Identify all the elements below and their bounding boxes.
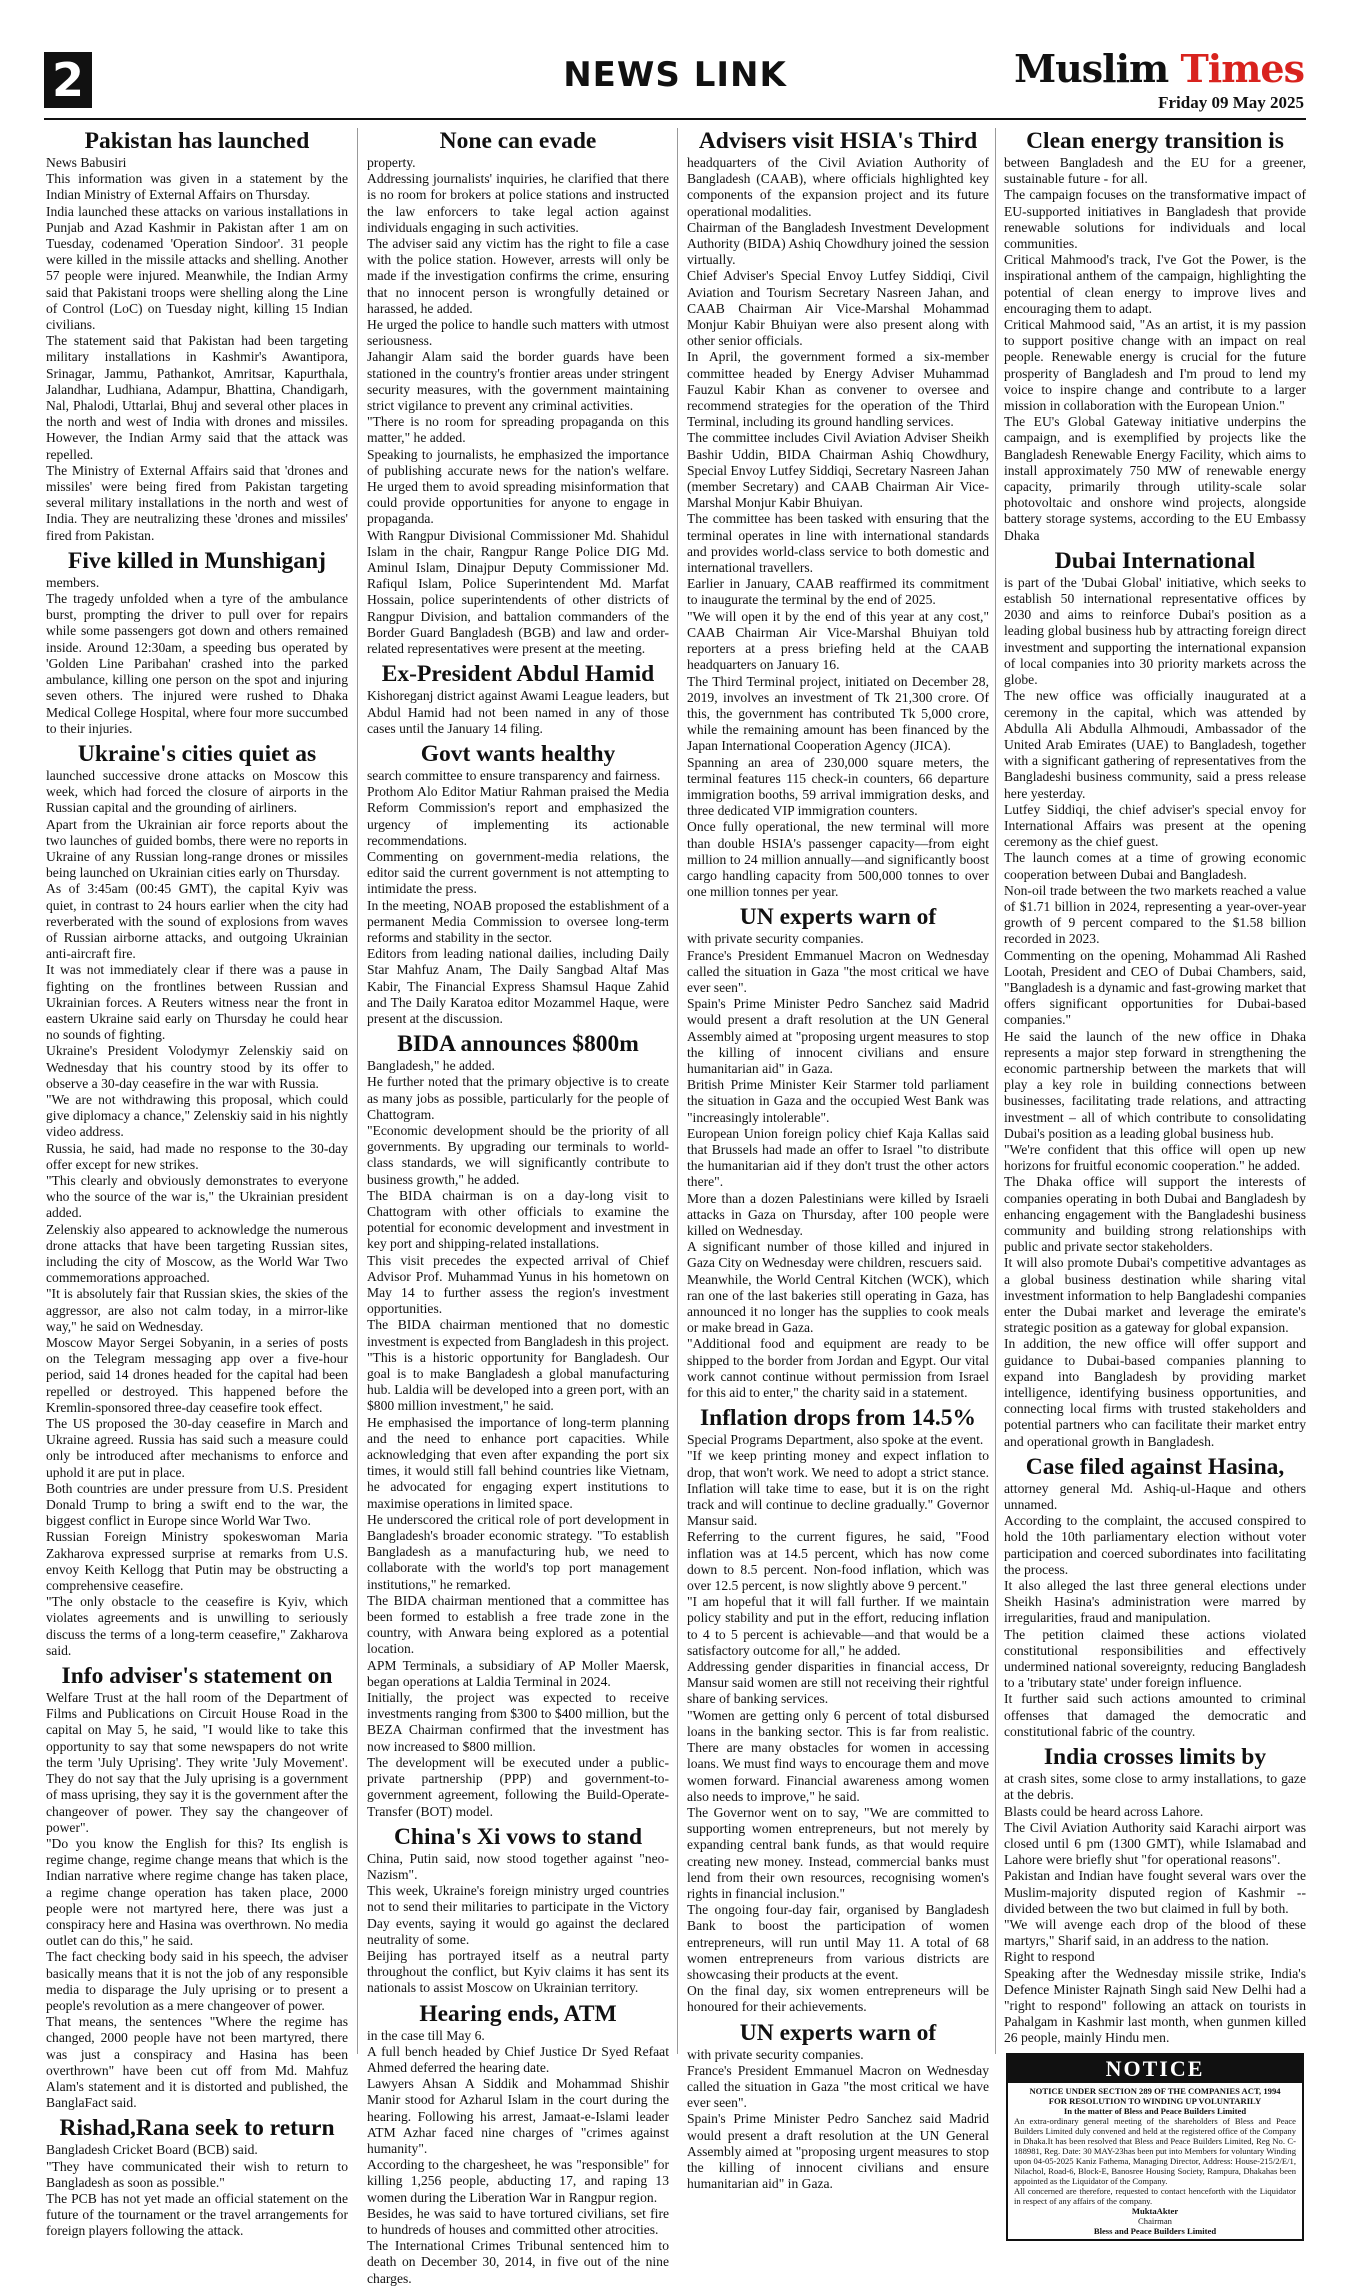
headline: Clean energy transition is — [1026, 128, 1284, 154]
headline: India crosses limits by — [1043, 1744, 1267, 1771]
article-body: in the case till May 6. A full bench headed by Chief Justice Dr Syed Refaat Ahmed deferred the hearing date. Lawyers Ahsan A Siddik and Mohammad Shishir Manir stood for Azharul Islam in the court during the hearing. Following his arrest, Jamaat-e-Islami leader ATM Azhar faced nine charges of "crimes against humanity". According to the chargesheet, he was "responsible" for killing 1,256 people, abducting 17, and raping 13 women during the Liberation War in Rangpur region. Besides, he was said to have tortured civilians, set fire to hundreds of houses and committed other atrocities. The International Crimes Tribunal sentenced him to death on December 30, 2014, in five out of the nine charges. — [367, 2027, 669, 2286]
notice-line: In the matter of Bless and Peace Builders Limited — [1063, 2105, 1247, 2116]
masthead-rule — [44, 118, 1306, 120]
column-1 — [46, 124, 349, 2239]
page-number: 2 — [44, 52, 92, 108]
headline: Inflation drops from 14.5% — [700, 1405, 976, 1432]
article-body: between Bangladesh and the EU for a greener, sustainable future - for all. The campaign focuses on the transformative impact of EU-supported initiatives in Bangladesh that provide renewable solutions for individuals and local communities. Critical Mahmood's track, I've Got the Power, is the inspirational anthem of the campaign, highlighting the potential of clean energy to improve lives and encouraging them to adapt. Critical Mahmood said, "As an artist, it is my passion to support positive change with an impact on real people. Renewable energy is crucial for the future prosperity of Bangladesh and I'm proud to lend my voice to inspire change and contribute to a larger mission in collaboration with the European Union." The EU's Global Gateway initiative underpins the campaign, and is exemplified by projects like the Bangladesh Renewable Energy Facility, which aims to install approximately 750 MW of renewable energy capacity, primarily through utility-scale solar photovoltaic and onshore wind projects, alongside battery storage systems, according to the EU Embassy Dhaka — [1004, 155, 1306, 543]
headline: Five killed in Munshiganj — [68, 547, 326, 574]
column-2 — [367, 124, 670, 2286]
logo-word-red: Times — [1180, 46, 1304, 91]
article-body: with private security companies. France's President Emmanuel Macron on Wednesday called the situation in Gaza "the most critical we have ever seen". Spain's Prime Minister Pedro Sanchez said Madrid would present a draft resolution at the UN General Assembly aimed at "proposing urgent measures to stop the killing of innocent civilians and ensure humanitarian aid" in Gaza. British Prime Minister Keir Starmer told parliament the situation in Gaza and the occupied West Bank was "increasingly intolerable". European Union foreign policy chief Kaja Kallas said that Brussels had made an offer to Israel "to distribute the humanitarian aid if they don't trust the other actors there". More than a dozen Palestinians were killed by Israeli attacks in Gaza on Thursday, after 100 people were killed on Wednesday. A significant number of those killed and injured in Gaza City on Wednesday were children, rescuers said. Meanwhile, the World Central Kitchen (WCK), which ran one of the last bakeries still operating in Gaza, has announced it no longer has the supplies to cook meals or make bread in Gaza. "Additional food and equipment are ready to be shipped to the border from Jordan and Egypt. Our vital work cannot continue without permission from Israel for this aid to enter," the charity said in a statement. — [687, 931, 989, 1401]
article-body: News Babusiri This information was given in a statement by the Indian Ministry of External Affairs on Thursday. India launched these attacks on various installations in Punjab and Azad Kashmir in Pakistan after 1 am on Tuesday, codenamed 'Operation Sindoor'. 31 people were killed in the missile attacks and shelling. Another 57 people were injured. Meanwhile, the Indian Army said that Pakistani troops were shelling along the Line of Control (LoC) on Tuesday night, killing 15 Indian civilians. The statement said that Pakistan had been targeting military installations in Kashmir's Awantipora, Srinagar, Jammu, Pathankot, Amritsar, Kapurthala, Jalandhar, Ludhiana, Adampur, Bhattina, Chandigarh, Nal, Phalodi, Uttarlai, Bhuj and several other places in the north and west of India with drones and missiles. However, the Indian Army said that the attack was repelled. The Ministry of External Affairs said that 'drones and missiles' were being fired from Pakistan targeting several military installations in the north and west of India. They are neutralizing these 'drones and missiles' fired from Pakistan. — [46, 155, 348, 543]
article-body: launched successive drone attacks on Moscow this week, which had forced the closure of airports in the Russian capital and the grounding of airliners. Apart from the Ukrainian air force reports about the two launches of guided bombs, there were no reports in Ukraine of any Russian long-range drones or missiles being launched on Ukrainian cities early on Thursday. As of 3:45am (00:45 GMT), the capital Kyiv was quiet, in contrast to 24 hours earlier when the city had reverberated with the sound of explosions from waves of Russian airborne attacks, and outgoing Ukrainian anti-aircraft fire. It was not immediately clear if there was a pause in fighting on the frontlines between Russian and Ukrainian forces. A Reuters witness near the front in eastern Ukraine said early on Thursday he could hear no sounds of fighting. Ukraine's President Volodymyr Zelenskiy said on Wednesday that his country stood by its offer to observe a 30-day ceasefire in the war with Russia. "We are not withdrawing this proposal, which could give diplomacy a chance," Zelenskiy said in his nightly video address. Russia, he said, had made no response to the 30-day offer except for new strikes. "This clearly and obviously demonstrates to everyone who the source of the war is," the Ukrainian president added. Zelenskiy also appeared to acknowledge the numerous drone attacks that have been targeting Russian sites, including the city of Moscow, as the World War Two commemorations approached. "It is absolutely fair that Russian skies, the skies of the aggressor, are also not calm today, in a mirror-like way," he said on Wednesday. Moscow Mayor Sergei Sobyanin, in a series of posts on the Telegram messaging app over a five-hour period, said 14 drones headed for the capital had been repelled or destroyed. This happened before the Kremlin-sponsored three-day ceasefire took effect. The US proposed the 30-day ceasefire in March and Ukraine agreed. Russia has said such a measure could only be introduced after mechanisms to enforce and uphold it are put in place. Both countries are under pressure from U.S. President Donald Trump to bring a swift end to the war, the biggest conflict in Europe since World War Two. Russian Foreign Ministry spokeswoman Maria Zakharova expressed surprise at remarks from U.S. envoy Keith Kellogg that Putin may be obstructing a comprehensive ceasefire. "The only obstacle to the ceasefire is Kyiv, which violates agreements and is unwilling to seriously discuss the terms of a long-term ceasefire," Zakharova said. — [46, 767, 349, 1658]
column-4 — [1004, 124, 1306, 2236]
column-3 — [687, 124, 989, 2192]
notice-signer-title: Chairman — [1138, 2215, 1172, 2226]
notice-line: NOTICE UNDER SECTION 289 OF THE COMPANIES ACT, 1994 — [1029, 2085, 1281, 2096]
masthead — [0, 0, 1350, 128]
headline: Rishad,Rana seek to return — [59, 2115, 335, 2142]
article-body: with private security companies. France's President Emmanuel Macron on Wednesday called the situation in Gaza "the most critical we have ever seen". Spain's Prime Minister Pedro Sanchez said Madrid would present a draft resolution at the UN General Assembly aimed at "proposing urgent measures to stop the killing of innocent civilians and ensure humanitarian aid" in Gaza. — [687, 2046, 989, 2192]
article-body: attorney general Md. Ashiq-ul-Haque and others unnamed. According to the complaint, the accused conspired to hold the 10th parliamentary election without voter participation and coerced subordinates into facilitating the process. It also alleged the last three general elections under Sheikh Hasina's administration were marred by irregularities, fraud and manipulation. The petition claimed these actions violated constitutional responsibilities and effectively undermined national sovereignty, reducing Bangladesh to a 'tributary state' under foreign influence. It further said such actions amounted to criminal offenses that damaged the democratic and constitutional fabric of the country. — [1004, 1480, 1306, 1739]
headline: None can evade — [439, 128, 597, 154]
article-body: property. Addressing journalists' inquiries, he clarified that there is no room for brokers at police stations and instructed the law enforcers to take legal action against individuals engaging in such activities. The adviser said any victim has the right to file a case with the police station. However, arrests will only be made if the investigation confirms the crime, ensuring that no innocent person is wrongfully detained or harassed, he added. He urged the police to handle such matters with utmost seriousness. Jahangir Alam said the border guards have been stationed in the country's frontier areas under stringent security measures, with the government maintaining strict vigilance to prevent any criminal activities. "There is no room for spreading propaganda on this matter," he added. Speaking to journalists, he emphasized the importance of publishing accurate news for the nation's welfare. He urged them to avoid spreading misinformation that could provide opportunities for anyone to engage in propaganda. With Rangpur Divisional Commissioner Md. Shahidul Islam in the chair, Rangpur Range Police DIG Md. Aminul Islam, Dinajpur Deputy Commissioner Md. Rafiqul Islam, Police Superintendent Md. Marfat Hossain, police superintendents of other districts of Rangpur Division, and battalion commanders of the Border Guard Bangladesh (BGB) and law and order-related representatives were present at the meeting. — [367, 155, 669, 657]
logo-word-black: Muslim — [1014, 46, 1169, 91]
headline: UN experts warn of — [739, 2019, 937, 2046]
headline: BIDA announces $800m — [397, 1031, 639, 1058]
headline: China's Xi vows to stand — [393, 1823, 643, 1850]
issue-date: Friday 09 May 2025 — [1158, 93, 1304, 112]
column-divider — [995, 128, 996, 2054]
headline: Pakistan has launched — [84, 128, 310, 154]
headline: Advisers visit HSIA's Third — [698, 128, 978, 154]
article-body: Bangladesh Cricket Board (BCB) said. "They have communicated their wish to return to Bangladesh as soon as possible." The PCB has not yet made an official statement on the future of the tournament or the travel arrangements for foreign players following the attack. — [46, 2142, 348, 2239]
notice-signer: MuktaAkter — [1131, 2205, 1179, 2216]
notice-line: FOR RESOLUTION TO WINDING UP VOLUNTARILY — [1048, 2095, 1262, 2106]
section-title: NEWS LINK — [563, 55, 787, 95]
column-divider — [357, 128, 358, 2054]
article-body: headquarters of the Civil Aviation Authority of Bangladesh (CAAB), where officials highlighted key components of the expansion project and its future operational modalities. Chairman of the Bangladesh Investment Development Authority (BIDA) Ashiq Chowdhury joined the session virtually. Chief Adviser's Special Envoy Lutfey Siddiqi, Civil Aviation and Tourism Secretary Nasreen Jahan, and CAAB Chairman Air Vice-Marshal Mohammad Monjur Kabir Bhuiyan were also present along with other senior officials. In April, the government formed a six-member committee headed by Energy Adviser Muhammad Fauzul Kabir Khan as convener to oversee and recommend strategies for the operation of the Third Terminal, including its ground handling services. The committee includes Civil Aviation Adviser Sheikh Bashir Uddin, BIDA Chairman Ashiq Chowdhury, Special Envoy Lutfey Siddiqi, Secretary Nasreen Jahan (member Secretary) and CAAB Chairman Air Vice-Marshal Monjur Kabir Bhuiyan. The committee has been tasked with ensuring that the terminal operates in line with international standards and provides world-class service to both domestic and international travellers. Earlier in January, CAAB reaffirmed its commitment to inaugurate the terminal by the end of 2025. "We will open it by the end of this year at any cost," CAAB Chairman Air Vice-Marshal Bhuiyan told reporters at a press briefing held at the CAAB headquarters on January 16. The Third Terminal project, initiated on December 28, 2019, involves an investment of Tk 21,300 crore. Of this, the government has contributed Tk 5,000 crore, while the remaining amount has been financed by the Japan International Cooperation Agency (JICA). Spanning an area of 230,000 square meters, the terminal features 115 check-in counters, 66 departure immigration booths, 59 arrival immigration desks, and three dedicated VIP immigration counters. Once fully operational, the new terminal will more than double HSIA's passenger capacity—from eight million to 24 million annually—and significantly boost cargo handling capacity from 500,000 tonnes to over one million tonnes per year. — [687, 155, 989, 900]
headline: Case filed against Hasina, — [1025, 1453, 1285, 1480]
headline: Ukraine's cities quiet as — [77, 740, 317, 767]
article-body: is part of the 'Dubai Global' initiative, which seeks to establish 50 international representative offices by 2030 and aims to reinforce Dubai's position as a leading global business hub by attracting foreign direct investment and supporting the international expansion of local companies into 30 priority markets across the globe. The new office was officially inaugurated at a ceremony in the capital, which was attended by Abdulla Ali Abdulla Alhmoudi, Ambassador of the United Arab Emirates (UAE) to Bangladesh, together with a significant gathering of representatives from the Bangladeshi business community, said a press release here yesterday. Lutfey Siddiqi, the chief adviser's special envoy for International Affairs was present at the opening ceremony as the chief guest. The launch comes at a time of growing economic cooperation between Dubai and Bangladesh. Non-oil trade between the two markets reached a value of $1.71 billion in 2024, representing a year-over-year growth of 9 percent compared to the $1.58 billion recorded in 2023. Commenting on the opening, Mohammad Ali Rashed Lootah, President and CEO of Dubai Chambers, said, "Bangladesh is a dynamic and fast-growing market that offers significant opportunities for Dubai-based companies." He said the launch of the new office in Dhaka represents a major step forward in strengthening the economic partnership between the markets that will play a key role in building connections between businesses, facilitating trade relations, and attracting investment – all of which contribute to consolidating Dubai's position as a leading global business hub. "We're confident that this office will open up new horizons for fruitful economic cooperation." he added. The Dhaka office will support the interests of companies operating in both Dubai and Bangladesh by enhancing engagement with the Bangladeshi business community and building strong relationships with public and private sector stakeholders. It will also promote Dubai's competitive advantages as a global business destination while sharing vital investment information to help Bangladeshi companies enter the Dubai market and leverage the emirate's strategic position as a gateway for global expansion. In addition, the new office will offer support and guidance to Dubai-based companies planning to expand into Bangladesh by providing market intelligence, identifying business opportunities, and connecting local firms with trusted stakeholders and potential partners who can facilitate their market entry and operational growth in Bangladesh. — [1004, 574, 1306, 1449]
article-body: Special Programs Department, also spoke at the event. "If we keep printing money and expect inflation to drop, that won't work. We need to adopt a strict stance. Inflation will take time to ease, but it is on the right track and will continue to decline gradually." Governor Mansur said. Referring to the current figures, he said, "Food inflation was at 14.5 percent, which has now come down to 8.5 percent. Non-food inflation, which was over 12.5 percent, is now slightly above 9 percent." "I am hopeful that it will fall further. If we maintain policy stability and put in the effort, reducing inflation to 4 to 5 percent is achievable—and that would be a satisfactory outcome for all," he added. Addressing gender disparities in financial access, Dr Mansur said women are still not receiving their rightful share of banking services. "Women are getting only 6 percent of total disbursed loans in the banking sector. This is far from realistic. There are many obstacles for women in accessing loans. We must find ways to encourage them and move women forward. Financial awareness among women also needs to improve," he said. The Governor went on to say, "We are committed to supporting women entrepreneurs, but not merely by expanding central bank funds, as that would require creating new money. Instead, commercial banks must lend from their own resources, recognising women's rights in financial inclusion." The ongoing four-day fair, organised by Bangladesh Bank to boost the participation of women entrepreneurs, will run until May 11. A total of 68 women entrepreneurs from various districts are showcasing their products at the event. On the final day, six women entrepreneurs will be honoured for their achievements. — [687, 1432, 989, 2015]
article-body: Welfare Trust at the hall room of the Department of Films and Publications on Circuit House Road in the capital on May 5, he said, "I would like to take this opportunity to say that some newspapers do not write the term 'July Uprising'. They write 'July Movement'. They do not say that the July uprising is a government of mass uprising, they say it is the government after the changeover of power. They say the changeover of power". "Do you know the English for this? Its english is regime change, regime change means that which is the Indian narrative where regime change has taken place, a regime change operation has taken place, 2000 people were not martyred here, there was just a conspiracy here and Hasina was overthrown. No media outlet can do this," he said. The fact checking body said in his speech, the adviser basically means that it is not the job of any responsible media to disparage the July uprising or to present a people's revolution as a mere changeover of power. That means, the sentences "Where the regime has changed, 2000 people have not been martyred, there was just a conspiracy and Hasina has been overthrown" have been cut off from Md. Mahfuz Alam's statement and it is distorted and published, the BanglaFact said. — [46, 1690, 348, 2111]
article-body: Bangladesh," he added. He further noted that the primary objective is to create as many jobs as possible, particularly for the people of Chattogram. "Economic development should be the priority of all governments. By upgrading our terminals to world-class standards, we will significantly contribute to business growth," he added. The BIDA chairman is on a day-long visit to Chattogram with other officials to examine the potential for economic development and investment in key port and shipping-related installations. This visit precedes the expected arrival of Chief Advisor Prof. Muhammad Yunus in his hometown on May 14 to further assess the region's investment opportunities. The BIDA chairman mentioned that no domestic investment is expected from Bangladesh in this project. "This is a historic opportunity for Bangladesh. Our goal is to make Bangladesh a global manufacturing hub. Laldia will be developed into a green port, with an $800 million investment," he said. He emphasised the importance of long-term planning and the need to enhance port capacities. While acknowledging that even after expanding the port six times, it would still fall behind countries like Vietnam, he advocated for engaging expert institutions to maximise operations in limited space. He underscored the critical role of port development in Bangladesh's broader economic strategy. "To establish Bangladesh as a manufacturing hub, we need to collaborate with the world's top port management institutions," he remarked. The BIDA chairman mentioned that a committee has been formed to establish a free trade zone in the country, with Anwara being explored as a potential location. APM Terminals, a subsidiary of AP Moller Maersk, began operations at Laldia Terminal in 2024. Initially, the project was expected to receive investments ranging from $300 to $400 million, but the BEZA Chairman confirmed that the investment has now increased to $800 million. The development will be executed under a public-private partnership (PPP) and government-to-government agreement, following the Build-Operate-Transfer (BOT) model. — [367, 1058, 670, 1819]
headline: Info adviser's statement on — [61, 1663, 333, 1690]
headline: Dubai International — [1054, 547, 1256, 574]
article-body: Kishoreganj district against Awami League leaders, but Abdul Hamid had not been named in any of those cases until the January 14 filing. — [367, 688, 669, 736]
article-body: at crash sites, some close to army installations, to gaze at the debris. Blasts could be heard across Lahore. The Civil Aviation Authority said Karachi airport was closed until 6 pm (1300 GMT), while Islamabad and Lahore were briefly shut "for operational reasons". Pakistan and Indian have fought several wars over the Muslim-majority disputed region of Kashmir -- divided between the two but claimed in full by both. "We will avenge each drop of the blood of these martyrs," Sharif said, in an address to the nation. Right to respond Speaking after the Wednesday missile strike, India's Defence Minister Rajnath Singh said New Delhi had a "right to respond" following an attack on tourists in Pahalgam in Kashmir last month, when gunmen killed 26 people, mainly Hindu men. — [1004, 1771, 1306, 2046]
article-body: members. The tragedy unfolded when a tyre of the ambulance burst, prompting the driver to pull over for repairs while some passengers got down and others remained inside. Around 12:30am, a speeding bus operated by 'Golden Line Paribahan' crashed into the parked ambulance, killing one person on the spot and injuring seven others. The injured were rushed to Dhaka Medical College Hospital, where four more succumbed to their injuries. — [46, 574, 348, 736]
notice-title: NOTICE — [1008, 2055, 1302, 2083]
legal-notice-box — [1006, 2053, 1304, 2241]
notice-content — [1008, 2083, 1302, 2239]
headline: Hearing ends, ATM — [419, 2000, 617, 2027]
article-body: China, Putin said, now stood together against "neo-Nazism". This week, Ukraine's foreign ministry urged countries not to send their militaries to participate in the Victory Day events, saying it would go against the declared neutrality of some. Beijing has portrayed itself as a neutral party throughout the conflict, but Kyiv claims it has sent its nationals to assist Moscow on Ukrainian territory. — [367, 1850, 669, 1996]
article-body: search committee to ensure transparency and fairness. Prothom Alo Editor Matiur Rahman praised the Media Reform Commission's report and emphasized the urgency of implementing its actionable recommendations. Commenting on government-media relations, the editor said the current government is not attempting to intimidate the press. In the meeting, NOAB proposed the establishment of a permanent Media Commission to oversee long-term reforms and stability in the sector. Editors from leading national dailies, including Daily Star Mahfuz Anam, The Daily Sangbad Altaf Mas Kabir, The Financial Express Shamsul Haque Zahid and The Daily Karatoa editor Mozammel Haque, were present at the discussion. — [367, 767, 669, 1026]
headline: Ex-President Abdul Hamid — [381, 661, 655, 688]
masthead-logo — [1014, 46, 1304, 91]
notice-body: An extra-ordinary general meeting of the shareholders of Bless and Peace Builders Limited duly convened and held at the registered office of the Company in Dhaka.It has been resolved that Bless and Peace Builders Limited, Reg No. C-188981, Reg. Date: 30 MAY-23has been put into Members for voluntary Winding upon 04-05-2025 Kaniz Fathema, Managing Director, Address: House-215/2/E/1, Nilachol, Road-6, Block-E, Banosree Housing Society, Rampura, Dhakahas been appointed as the Liquidator of the Company. All concerned are therefore, requested to contact henceforth with the Liquidator in respect of any affairs of the company. — [1014, 2115, 1296, 2206]
headline: Govt wants healthy — [420, 740, 616, 767]
headline: UN experts warn of — [739, 904, 937, 931]
column-divider — [677, 128, 678, 2054]
notice-company: Bless and Peace Builders Limited — [1093, 2225, 1217, 2236]
